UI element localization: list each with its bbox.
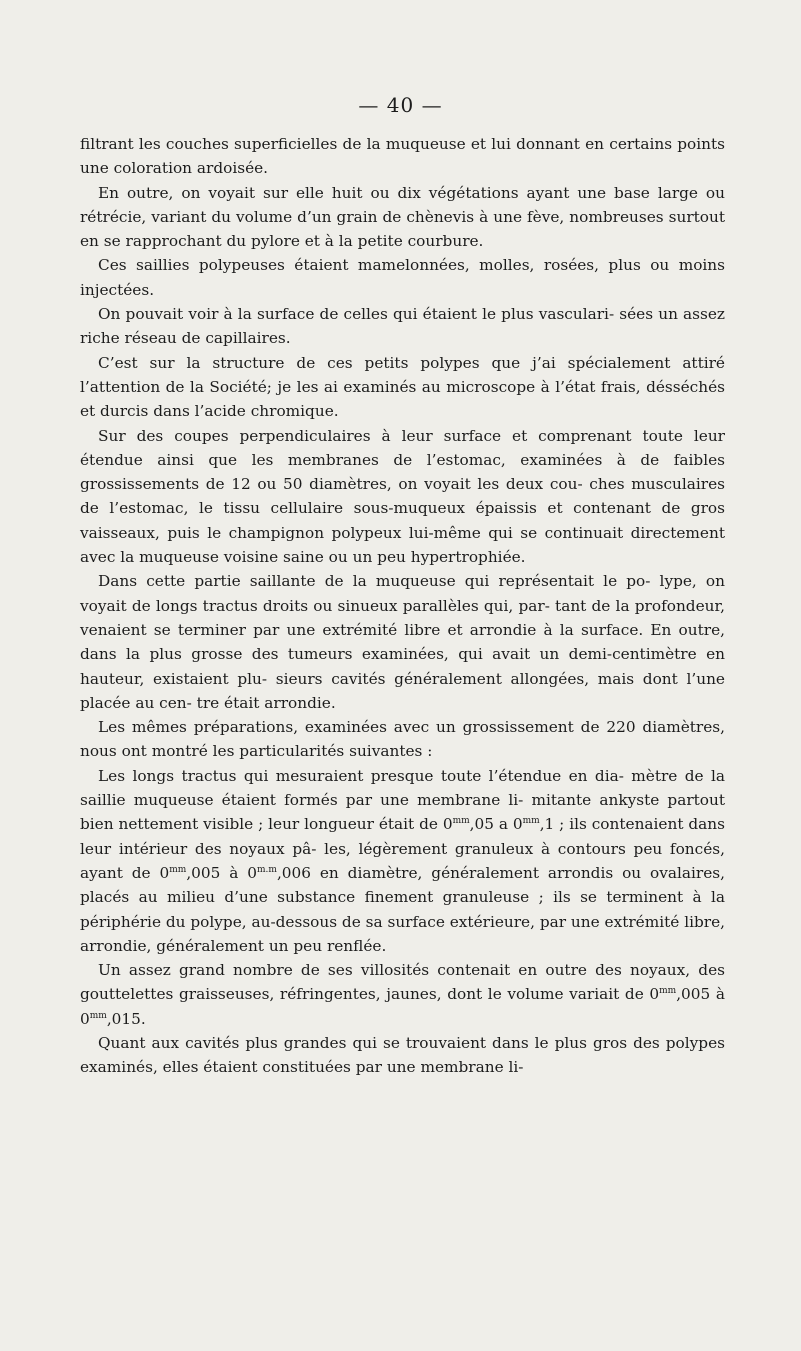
text-run: ,005 à 0 <box>80 985 725 1028</box>
text-run: Sur des coupes perpendiculaires à leur surface et comprenant toute leur étendue ainsi que les membranes de l’estomac, examinées à de faibles grossissements de 12 ou 50 diamètres, on voyait les deux cou- ches musculaires de l’estomac, le tissu cellulaire sous-muqueux épaissis et contenant de gros vaisseaux, puis le champignon polypeux lui-même qui se continuait directement avec la muqueuse voisine saine ou un peu hypertrophiée. <box>80 426 725 567</box>
paragraph <box>80 302 725 351</box>
text-run: Un assez grand nombre de ses villosités contenait en outre des noyaux, des gouttelettes graisseuses, réfringentes, jaunes, dont le volume variait de 0 <box>80 961 725 1004</box>
text-run: ,006 en diamètre, généralement arrondis ou ovalaires, placés au milieu d’une substance finement granuleuse ; ils se terminent à la périphérie du polype, au-dessous de sa surface extérieure, par une extrémité libre, arrondie, généralement un peu renflée. <box>80 863 725 955</box>
text-run: filtrant les couches superficielles de la muqueuse et lui donnant en certains points une coloration ardoisée. <box>80 135 725 178</box>
text-run: En outre, on voyait sur elle huit ou dix végétations ayant une base large ou rétrécie, variant du volume d’un grain de chènevis à une fève, nombreuses surtout en se rapprochant du pylore et à la petite courbure. <box>80 183 725 251</box>
paragraph <box>80 958 725 1031</box>
unit-superscript: mm <box>522 816 540 827</box>
paragraph <box>80 569 725 715</box>
paragraph <box>80 715 725 764</box>
text-run: Quant aux cavités plus grandes qui se trouvaient dans le plus gros des polypes examinés, elles étaient constituées par une membrane li- <box>80 1033 725 1077</box>
text-run: ,015. <box>106 1009 146 1028</box>
unit-superscript: mm <box>169 864 187 875</box>
paragraph <box>80 132 725 181</box>
text-run: Les mêmes préparations, examinées avec un grossissement de 220 diamètres, nous ont montré les particularités suivantes : <box>80 718 725 761</box>
unit-superscript: m.m <box>257 864 277 875</box>
paragraph <box>80 764 725 958</box>
body-text <box>80 132 725 1080</box>
text-run: ,1 ; ils contenaient dans leur intérieur des noyaux pâ- les, légèrement granuleux à contours peu foncés, ayant de 0 <box>80 815 725 882</box>
unit-superscript: mm <box>89 1010 107 1021</box>
text-run: Dans cette partie saillante de la muqueuse qui représentait le po- lype, on voyait de longs tractus droits ou sinueux parallèles qui, par- tant de la profondeur, venaient se terminer par une extrémité libre et arrondie à la surface. En outre, dans la plus grosse des tumeurs examinées, qui avait un demi-centimètre en hauteur, existaient plu- sieurs cavités généralement allongées, mais dont l’une placée au cen- tre était arrondie. <box>80 572 725 712</box>
text-run: Ces saillies polypeuses étaient mamelonnées, molles, rosées, plus ou moins injectées. <box>80 256 725 299</box>
unit-superscript: mm <box>452 816 470 827</box>
text-run: C’est sur la structure de ces petits polypes que j’ai spécialement attiré l’attention de la Société; je les ai examinés au microscope à l’état frais, désséchés et durcis dans l’acide chromique. <box>80 353 725 421</box>
paragraph <box>80 253 725 302</box>
page-number: — 40 — <box>358 93 443 117</box>
text-run: On pouvait voir à la surface de celles qui étaient le plus vasculari- sées un assez riche réseau de capillaires. <box>80 305 725 348</box>
paragraph <box>80 1031 725 1080</box>
paragraph <box>80 351 725 424</box>
paragraph <box>80 424 725 570</box>
text-run: Les longs tractus qui mesuraient presque toute l’étendue en dia- mètre de la saillie muqueuse étaient formés par une membrane li- mitante ankyste partout bien nettement visible ; leur longueur était de 0 <box>80 766 725 834</box>
text-run: ,005 à 0 <box>186 863 257 882</box>
paragraph <box>80 181 725 254</box>
text-run: ,05 a 0 <box>469 815 523 834</box>
unit-superscript: mm <box>659 986 677 997</box>
